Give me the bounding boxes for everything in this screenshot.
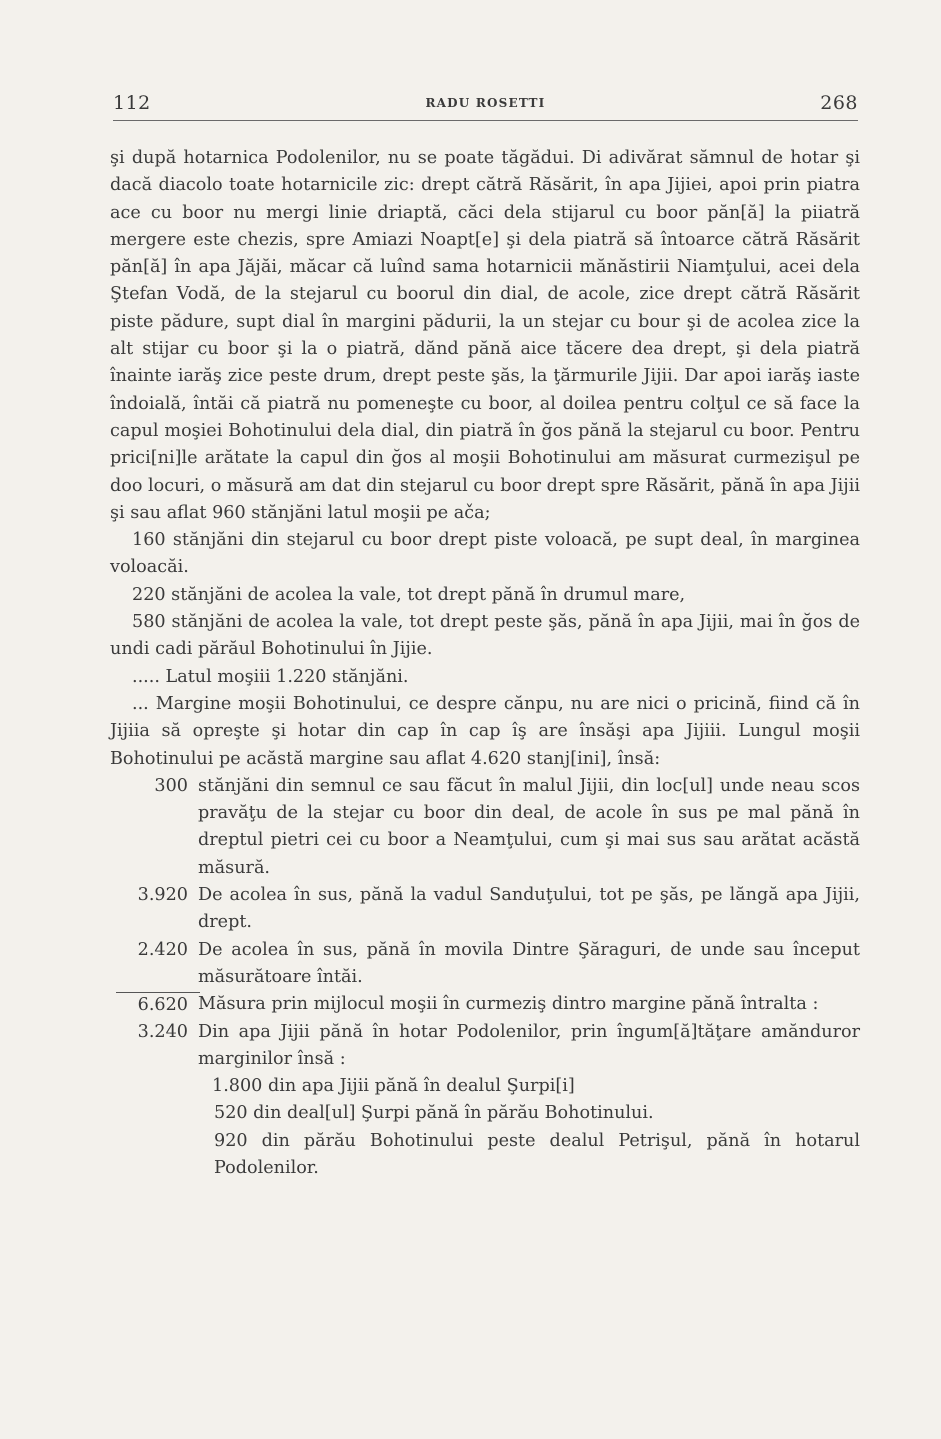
entry-number: 300 <box>154 775 188 796</box>
measurement-entry-4 <box>110 1019 860 1074</box>
subentry-1: 1.800 din apa Jijii pănă în dealul Şurpi[i] <box>212 1076 575 1097</box>
paragraph-5: ..... Latul moşiii 1.220 stănjăni. <box>132 666 409 687</box>
subentry-2: 520 din deal[ul] Şurpi pănă în părău Bohotinului. <box>214 1103 654 1124</box>
paragraph-1: şi după hotarnica Podolenilor, nu se poate tăgădui. Di adivărat sămnul de hotar şi dacă diacolo toate hotarnicile zic: drept cătră Răsărit, în apa Jijiei, apoi prin piatra ace cu boor nu mergi linie driaptă, căci dela stijarul cu boor păn[ă] la piiatră mergere este chezis, spre Amiazi Noapt[e] şi dela piatră să întoarce cătră Răsărit păn[ă] în apa Jăjăi, măcar că luînd sama hotarnicii mănăstirii Niamţului, acei dela Ştefan Vodă, de la stejarul cu boorul din dial, de acole, zice drept cătră Răsărit piste pădure, supt dial în margini pădurii, la un stejar cu bour şi de acolea zice la alt stijar cu boor şi la o piatră, dănd pănă aice tăcere dea drept, şi dela piatră înainte iarăş zice peste drum, drept peste şăs, la ţărmurile Jijii. Dar apoi iarăş iaste îndoială, întăi că piatră nu pomeneşte cu boor, al doilea pentru colţul ce să face la capul moşiei Bohotinului dela dial, din piatră în ğos pănă la stejarul cu boor. Pentru prici[ni]le arătate la capul din ğos al moşii Bohotinului am măsurat curmezişul pe doo locuri, o măsură am dat din stejarul cu boor drept spre Răsărit, pănă în apa Jijii şi sau aflat 960 stănjăni latul moşii pe ača; <box>110 148 860 523</box>
total-text: Măsura prin mijlocul moşii în curmeziş dintro margine pănă întralta : <box>198 994 819 1015</box>
paragraph-6: ... Margine moşii Bohotinului, ce despre cănpu, nu are nici o pricină, fiind că în Jijiia să opreşte şi hotar din cap în cap îş are însăşi apa Jijiii. Lungul moşii Bohotinului pe acăstă margine sau aflat 4.620 stanj[ini], însă: <box>110 693 860 769</box>
entry-text: Din apa Jijii pănă în hotar Podolenilor, prin îngum[ă]tăţare amănduror marginilor însă : <box>198 1021 860 1069</box>
subentry-3: 920 din părău Bohotinului peste dealul Petrişul, pănă în hotarul Podolenilor. <box>214 1130 860 1178</box>
entry-text: De acolea în sus, pănă în movila Dintre Şăraguri, de unde sau început măsurătoare întăi. <box>198 939 860 987</box>
page-number-right: 268 <box>820 92 858 114</box>
entry-text: De acolea în sus, pănă la vadul Sanduţului, tot pe şăs, pe lăngă apa Jijii, drept. <box>198 885 860 933</box>
entry-text: stănjăni din semnul ce sau făcut în malul Jijii, din loc[ul] unde neau scos pravăţu de la stejar cu boor din deal, de acole în sus pe mal pănă în dreptul pietri cei cu boor a Neamţului, cum şi mai sus sau arătat acăstă măsură. <box>198 775 860 878</box>
entry-number: 2.420 <box>137 939 188 960</box>
total-number: 6.620 <box>137 995 188 1016</box>
measurement-entry-1 <box>110 773 860 882</box>
body-text <box>110 145 860 1182</box>
running-title: RADU ROSETTI <box>425 96 546 110</box>
paragraph-4: 580 stănjăni de acolea la vale, tot drept peste şăs, pănă în apa Jijii, mai în ğos de undi cadi părăul Bohotinului în Jijie. <box>110 612 860 660</box>
paragraph-2: 160 stănjăni din stejarul cu boor drept piste voloacă, pe supt deal, în marginea voloacăi. <box>110 530 860 578</box>
measurement-entry-2 <box>110 882 860 937</box>
measurement-entry-3 <box>110 937 860 992</box>
entry-number: 3.920 <box>137 885 188 906</box>
measurement-total <box>110 991 860 1018</box>
page-number-left: 112 <box>113 92 151 114</box>
page-header <box>113 92 858 121</box>
paragraph-3: 220 stănjăni de acolea la vale, tot drept pănă în drumul mare, <box>132 584 686 605</box>
entry-number: 3.240 <box>137 1021 188 1042</box>
